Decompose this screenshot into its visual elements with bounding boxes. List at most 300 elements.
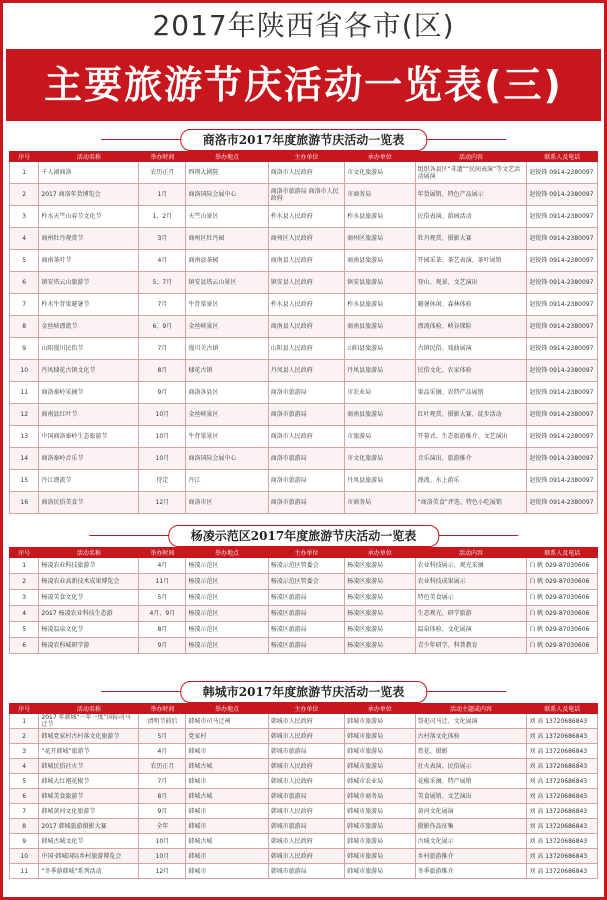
- shangluo-col-header: 主办单位: [268, 152, 344, 162]
- table-row: [10, 206, 598, 228]
- yangling-col-header: 联系人及电话: [527, 548, 598, 558]
- table-cell: 杨凌区旅游局: [345, 622, 416, 638]
- table-row: [10, 294, 598, 316]
- hancheng-col-header: 联系人及电话: [527, 704, 598, 714]
- table-cell: 9月: [139, 382, 186, 404]
- table-cell: 刘 高 13720686843: [527, 849, 598, 864]
- table-cell: 韩城市: [186, 774, 268, 789]
- table-cell: 刘 高 13720686843: [527, 714, 598, 729]
- table-cell: 6: [10, 272, 39, 294]
- table-cell: 1: [10, 714, 39, 729]
- table-cell: 商南县旅游局: [345, 404, 416, 426]
- table-cell: 柞水牛背梁避暑节: [39, 294, 139, 316]
- table-row: [10, 250, 598, 272]
- table-row: [10, 729, 598, 744]
- table-cell: 祭祀司马迁、文化展演: [415, 714, 527, 729]
- shangluo-body: [10, 162, 598, 514]
- table-cell: 刘 高 13720686843: [527, 729, 598, 744]
- table-cell: “冬季游韩城”系列活动: [39, 864, 139, 879]
- table-cell: 韩城美食旅游节: [39, 789, 139, 804]
- table-cell: 刘 高 13720686843: [527, 819, 598, 834]
- table-cell: 商洛市旅游局: [268, 470, 344, 492]
- table-cell: 2017 韩城旅游摄影大赛: [39, 819, 139, 834]
- table-cell: 农历正月: [139, 759, 186, 774]
- table-cell: 商南县人民政府: [268, 316, 344, 338]
- shangluo-col-header: 举办时间: [139, 152, 186, 162]
- hancheng-section: [9, 679, 598, 879]
- table-cell: 柞水县人民政府: [268, 206, 344, 228]
- table-cell: 商南县旅游局: [345, 250, 416, 272]
- table-row: [10, 492, 598, 514]
- table-cell: 山阳县旅游局: [345, 338, 416, 360]
- table-cell: 杨凌示范区: [186, 574, 268, 590]
- table-cell: 11: [10, 864, 39, 879]
- table-row: [10, 316, 598, 338]
- table-cell: 白 帆 029-87030606: [527, 638, 598, 654]
- yangling-col-header: 承办单位: [345, 548, 416, 558]
- table-cell: 党家村: [186, 729, 268, 744]
- table-cell: 天竺山景区: [186, 206, 268, 228]
- table-cell: 镇安县塔云山景区: [186, 272, 268, 294]
- table-cell: 商洛国际会展中心: [186, 448, 268, 470]
- table-cell: 杨凌美食文化节: [39, 590, 139, 606]
- table-cell: 摄影作品征集: [415, 819, 527, 834]
- yangling-body: [10, 558, 598, 654]
- table-cell: 杨凌区旅游局: [268, 638, 344, 654]
- yangling-col-header: 举办时间: [139, 548, 186, 558]
- table-cell: 商州区牡丹园: [186, 228, 268, 250]
- table-cell: 赵锐锋 0914-2380097: [527, 250, 598, 272]
- table-cell: 韩城黄河文化旅游节: [39, 804, 139, 819]
- table-row: [10, 162, 598, 184]
- table-cell: 古城文化展示: [415, 834, 527, 849]
- table-cell: 4: [10, 759, 39, 774]
- table-cell: 4: [10, 228, 39, 250]
- table-cell: 9: [10, 834, 39, 849]
- table-cell: 刘 高 13720686843: [527, 774, 598, 789]
- table-cell: 3: [10, 590, 39, 606]
- table-cell: 赵锐锋 0914-2380097: [527, 272, 598, 294]
- table-cell: 韩城市: [186, 849, 268, 864]
- table-cell: 杨凌温泉文化节: [39, 622, 139, 638]
- table-cell: 韩城市: [186, 864, 268, 879]
- table-cell: 韩城市人民政府: [268, 834, 344, 849]
- table-cell: 赵锐锋 0914-2380097: [527, 382, 598, 404]
- table-cell: 商洛市旅游局: [268, 404, 344, 426]
- table-cell: 韩城党家村古村落文化旅游节: [39, 729, 139, 744]
- table-cell: 刘 高 13720686843: [527, 804, 598, 819]
- table-cell: 15: [10, 470, 39, 492]
- shangluo-header-row: [10, 152, 598, 162]
- table-cell: 赵锐锋 0914-2380097: [527, 228, 598, 250]
- page-subtitle: 2017年陕西省各市(区): [152, 9, 455, 42]
- table-cell: 2: [10, 184, 39, 206]
- table-cell: 牛背梁景区: [186, 294, 268, 316]
- hancheng-col-header: 序号: [10, 704, 39, 714]
- table-cell: 山阳漫川民俗节: [39, 338, 139, 360]
- table-cell: 刘 高 13720686843: [527, 864, 598, 879]
- table-cell: 杨凌示范区: [186, 558, 268, 574]
- yangling-col-header: 举办地点: [186, 548, 268, 558]
- table-cell: 花椒采摘、特产展销: [415, 774, 527, 789]
- table-cell: 韩城市商务局: [345, 789, 416, 804]
- table-cell: 商洛市区: [186, 492, 268, 514]
- table-cell: 柞水天竺山春节文化节: [39, 206, 139, 228]
- table-cell: 韩城市人民政府: [268, 804, 344, 819]
- table-cell: 农业科技展示、观光采摘: [415, 558, 527, 574]
- table-cell: 西荆大剧院: [186, 162, 268, 184]
- table-cell: 8: [10, 819, 39, 834]
- table-row: [10, 404, 598, 426]
- table-cell: 刘 高 13720686843: [527, 834, 598, 849]
- table-cell: 市旅游局: [345, 426, 416, 448]
- table-cell: 商州区人民政府: [268, 228, 344, 250]
- shangluo-col-header: 举办地点: [186, 152, 268, 162]
- table-cell: 1、2月: [139, 206, 186, 228]
- table-cell: 农业科技成果展示: [415, 574, 527, 590]
- table-cell: 刘 高 13720686843: [527, 789, 598, 804]
- table-cell: 11: [10, 382, 39, 404]
- table-cell: 韩城市: [186, 819, 268, 834]
- table-cell: 5月: [139, 590, 186, 606]
- table-cell: 韩城市旅游局: [345, 729, 416, 744]
- table-cell: 3月: [139, 228, 186, 250]
- table-cell: 韩城市旅游局: [345, 864, 416, 879]
- table-cell: 白 帆 029-87030606: [527, 590, 598, 606]
- table-row: [10, 590, 598, 606]
- table-cell: 登山、观景、文艺演出: [415, 272, 527, 294]
- shangluo-col-header: 联系人及电话: [527, 152, 598, 162]
- table-cell: 美食展销、文艺演出: [415, 789, 527, 804]
- hancheng-col-header: 承办单位: [345, 704, 416, 714]
- table-cell: 韩城市人民政府: [268, 729, 344, 744]
- table-cell: 商南县红叶节: [39, 404, 139, 426]
- table-row: [10, 228, 598, 250]
- table-cell: 韩城市人民政府: [268, 714, 344, 729]
- table-cell: 韩城民俗社火节: [39, 759, 139, 774]
- table-cell: 1: [10, 162, 39, 184]
- table-cell: 白 帆 029-87030606: [527, 622, 598, 638]
- table-cell: 韩城古城: [186, 834, 268, 849]
- table-cell: 7月: [139, 774, 186, 789]
- table-cell: 刘 高 13720686843: [527, 744, 598, 759]
- yangling-title: 杨凌示范区2017年度旅游节庆活动一览表: [168, 525, 439, 547]
- table-cell: 12: [10, 404, 39, 426]
- shangluo-col-header: 序号: [10, 152, 39, 162]
- table-cell: 杨凌示范区: [186, 606, 268, 622]
- table-cell: 商洛市人民政府: [268, 426, 344, 448]
- table-cell: 韩城市人民政府: [268, 759, 344, 774]
- shangluo-col-header: 活动名称: [39, 152, 139, 162]
- table-cell: 6: [10, 789, 39, 804]
- table-cell: 镇安县旅游局: [345, 272, 416, 294]
- table-cell: 9: [10, 338, 39, 360]
- table-row: [10, 426, 598, 448]
- table-cell: 赵锐锋 0914-2380097: [527, 162, 598, 184]
- table-cell: 2017 商洛年货博览会: [39, 184, 139, 206]
- table-row: [10, 338, 598, 360]
- hancheng-title: 韩城市2017年度旅游节庆活动一览表: [180, 681, 427, 703]
- table-cell: 商洛各县区: [186, 382, 268, 404]
- table-cell: 乡村旅游推介: [415, 849, 527, 864]
- table-cell: 韩城市: [186, 804, 268, 819]
- table-row: [10, 606, 598, 622]
- table-cell: 杨凌区旅游局: [345, 590, 416, 606]
- table-cell: 10月: [139, 448, 186, 470]
- hancheng-body: [10, 714, 598, 879]
- shangluo-section: [9, 127, 598, 514]
- table-cell: 5: [10, 622, 39, 638]
- table-cell: 11月: [139, 574, 186, 590]
- table-row: [10, 774, 598, 789]
- table-row: [10, 470, 598, 492]
- table-cell: 4月: [139, 250, 186, 272]
- table-cell: 杨凌示范区管委会: [268, 558, 344, 574]
- table-cell: 杨凌农业科技旅游节: [39, 558, 139, 574]
- table-cell: 5: [10, 774, 39, 789]
- table-row: [10, 448, 598, 470]
- table-cell: 韩城市旅游局: [345, 714, 416, 729]
- table-cell: 4月: [139, 558, 186, 574]
- table-cell: 市农业局: [345, 382, 416, 404]
- table-cell: 韩城大红袍花椒节: [39, 774, 139, 789]
- table-cell: 市文化旅游局: [345, 448, 416, 470]
- table-row: [10, 744, 598, 759]
- table-cell: 棣花古镇: [186, 360, 268, 382]
- table-cell: 牛背梁景区: [186, 426, 268, 448]
- table-row: [10, 272, 598, 294]
- table-cell: 7: [10, 294, 39, 316]
- yangling-col-header: 主办单位: [268, 548, 344, 558]
- table-cell: 民俗表演、游园活动: [415, 206, 527, 228]
- yangling-table: [9, 547, 598, 654]
- table-cell: 商洛秦岭采摘节: [39, 382, 139, 404]
- table-cell: 开幕式、生态旅游推介、文艺演出: [415, 426, 527, 448]
- table-cell: 音乐演出、旅游推介: [415, 448, 527, 470]
- table-cell: 韩城市人民政府: [268, 774, 344, 789]
- table-cell: 4月、9月: [139, 606, 186, 622]
- table-cell: 商洛国际会展中心: [186, 184, 268, 206]
- table-cell: 商洛市旅游局: [268, 382, 344, 404]
- table-cell: 赵锐锋 0914-2380097: [527, 448, 598, 470]
- table-cell: 商洛市人民政府: [268, 162, 344, 184]
- table-cell: 16: [10, 492, 39, 514]
- table-cell: 10: [10, 360, 39, 382]
- yangling-header-row: [10, 548, 598, 558]
- shangluo-col-header: 活动内容: [415, 152, 527, 162]
- table-cell: 2: [10, 729, 39, 744]
- table-row: [10, 804, 598, 819]
- shangluo-table: [9, 151, 598, 514]
- table-cell: 3: [10, 744, 39, 759]
- table-cell: 韩城市旅游局: [268, 744, 344, 759]
- table-cell: 4: [10, 606, 39, 622]
- table-cell: 韩城市旅游局: [345, 834, 416, 849]
- table-cell: 赏花、摄影: [415, 744, 527, 759]
- table-cell: 韩城市旅游局: [268, 789, 344, 804]
- table-cell: 金丝峡景区: [186, 404, 268, 426]
- hancheng-col-header: 举办地点: [186, 704, 268, 714]
- table-row: [10, 382, 598, 404]
- table-cell: “花开韩城”旅游节: [39, 744, 139, 759]
- table-row: [10, 789, 598, 804]
- table-row: [10, 360, 598, 382]
- table-cell: 商洛市旅游局: [268, 492, 344, 514]
- table-cell: 赵锐锋 0914-2380097: [527, 492, 598, 514]
- table-cell: 1月: [139, 184, 186, 206]
- table-cell: 白 帆 029-87030606: [527, 606, 598, 622]
- table-cell: 8月: [139, 789, 186, 804]
- table-cell: 杨凌区旅游局: [345, 574, 416, 590]
- table-cell: 韩城市旅游局: [268, 864, 344, 879]
- table-cell: 避暑休闲、森林体验: [415, 294, 527, 316]
- table-cell: 杨凌区旅游局: [345, 558, 416, 574]
- table-cell: 9月: [139, 804, 186, 819]
- table-cell: 商南县旅游局: [345, 316, 416, 338]
- table-cell: 丹江漂流节: [39, 470, 139, 492]
- table-cell: 市商务局: [345, 184, 416, 206]
- table-cell: 柞水县旅游局: [345, 206, 416, 228]
- table-cell: 2017 年韩城“一年一度”国际司马迁节: [39, 714, 139, 729]
- table-cell: 中国商洛秦岭生态旅游节: [39, 426, 139, 448]
- hancheng-table: [9, 703, 598, 879]
- table-cell: 6、9月: [139, 316, 186, 338]
- table-cell: 杨凌农科城研学游: [39, 638, 139, 654]
- table-cell: 韩城市旅游局: [345, 849, 416, 864]
- table-row: [10, 622, 598, 638]
- table-cell: 丹凤县旅游局: [345, 360, 416, 382]
- table-row: [10, 638, 598, 654]
- table-cell: 8: [10, 316, 39, 338]
- table-cell: 白 帆 029-87030606: [527, 558, 598, 574]
- table-cell: 金丝峡景区: [186, 316, 268, 338]
- table-cell: 赵锐锋 0914-2380097: [527, 184, 598, 206]
- hancheng-col-header: 活动名称: [39, 704, 139, 714]
- shangluo-col-header: 承办单位: [345, 152, 416, 162]
- table-cell: 杨凌示范区管委会: [268, 574, 344, 590]
- table-cell: 杨凌示范区: [186, 638, 268, 654]
- table-cell: 3: [10, 206, 39, 228]
- table-cell: 红叶观赏、摄影大赛、徒步活动: [415, 404, 527, 426]
- table-cell: “商洛美食”评选、特色小吃展销: [415, 492, 527, 514]
- table-cell: 丹凤县旅游局: [345, 470, 416, 492]
- table-cell: 韩城市: [186, 744, 268, 759]
- table-cell: 10月: [139, 404, 186, 426]
- table-cell: 1: [10, 558, 39, 574]
- table-cell: 市商务局: [345, 492, 416, 514]
- table-cell: 10月: [139, 834, 186, 849]
- table-row: [10, 558, 598, 574]
- table-cell: 特色美食展示: [415, 590, 527, 606]
- table-cell: 8月: [139, 360, 186, 382]
- table-cell: 开园采茶、茶艺表演、茶叶展销: [415, 250, 527, 272]
- table-cell: 韩城古城: [186, 789, 268, 804]
- table-cell: 杨凌区旅游局: [345, 638, 416, 654]
- table-cell: 商南茶叶节: [39, 250, 139, 272]
- table-cell: 漫川关古镇: [186, 338, 268, 360]
- table-cell: 漂流体验、峡谷探险: [415, 316, 527, 338]
- table-cell: 韩城市旅游局: [268, 819, 344, 834]
- table-cell: 商洛秦岭音乐节: [39, 448, 139, 470]
- table-cell: 年货展销、特色产品展示: [415, 184, 527, 206]
- table-cell: 杨凌区旅游局: [345, 606, 416, 622]
- table-cell: 杨凌区旅游局: [268, 590, 344, 606]
- table-cell: 韩城市旅游局: [345, 759, 416, 774]
- table-cell: 杨凌示范区: [186, 622, 268, 638]
- hancheng-col-header: 活动主题或内容: [415, 704, 527, 714]
- table-cell: 韩城市旅游局: [345, 744, 416, 759]
- table-cell: 赵锐锋 0914-2380097: [527, 426, 598, 448]
- table-cell: 9月: [139, 638, 186, 654]
- table-cell: 5、7月: [139, 272, 186, 294]
- table-cell: 赵锐锋 0914-2380097: [527, 316, 598, 338]
- yangling-col-header: 活动内容: [415, 548, 527, 558]
- table-row: [10, 834, 598, 849]
- table-cell: 丹凤县人民政府: [268, 360, 344, 382]
- table-cell: 商州区旅游局: [345, 228, 416, 250]
- table-cell: 山阳县人民政府: [268, 338, 344, 360]
- table-cell: 社火表演、民俗展示: [415, 759, 527, 774]
- table-cell: 2: [10, 574, 39, 590]
- yangling-col-header: 序号: [10, 548, 39, 558]
- table-cell: 丹凤棣花古镇文化节: [39, 360, 139, 382]
- table-cell: 6: [10, 638, 39, 654]
- table-cell: 柞水县旅游局: [345, 294, 416, 316]
- table-cell: 韩城古城: [186, 759, 268, 774]
- table-row: [10, 714, 598, 729]
- table-cell: 刘 高 13720686843: [527, 759, 598, 774]
- table-cell: 赵锐锋 0914-2380097: [527, 404, 598, 426]
- table-cell: 韩城市旅游局: [345, 804, 416, 819]
- table-cell: 镇安塔云山旅游节: [39, 272, 139, 294]
- table-row: [10, 759, 598, 774]
- table-cell: 韩城市司马迁祠: [186, 714, 268, 729]
- table-cell: 中国·韩城国际乡村旅游博览会: [39, 849, 139, 864]
- table-cell: 赵锐锋 0914-2380097: [527, 470, 598, 492]
- table-cell: 10: [10, 849, 39, 864]
- table-cell: 2017 杨凌农业科技生态游: [39, 606, 139, 622]
- table-cell: 8月: [139, 622, 186, 638]
- table-cell: 商洛市旅游局: [268, 448, 344, 470]
- table-cell: 清明节前后: [139, 714, 186, 729]
- table-cell: 千人闹商洛: [39, 162, 139, 184]
- hancheng-col-header: 主办单位: [268, 704, 344, 714]
- table-cell: 杨凌区旅游局: [268, 622, 344, 638]
- table-cell: 韩城市旅游局: [345, 819, 416, 834]
- table-cell: 古村落文化体验: [415, 729, 527, 744]
- table-cell: 牡丹观赏、摄影大赛: [415, 228, 527, 250]
- table-row: [10, 864, 598, 879]
- table-cell: 赵锐锋 0914-2380097: [527, 360, 598, 382]
- table-cell: 4月: [139, 744, 186, 759]
- table-cell: 韩城市农业局: [345, 774, 416, 789]
- table-cell: 14: [10, 448, 39, 470]
- table-cell: 生态观光、研学旅游: [415, 606, 527, 622]
- table-cell: 杨凌区旅游局: [268, 606, 344, 622]
- table-cell: 丹江: [186, 470, 268, 492]
- table-cell: 商州牡丹观赏节: [39, 228, 139, 250]
- hancheng-header-row: [10, 704, 598, 714]
- hancheng-col-header: 举办时间: [139, 704, 186, 714]
- table-cell: 10月: [139, 426, 186, 448]
- table-cell: 镇安县人民政府: [268, 272, 344, 294]
- table-cell: 白 帆 029-87030606: [527, 574, 598, 590]
- table-cell: 金丝峡漂流节: [39, 316, 139, 338]
- yangling-section: [9, 523, 598, 654]
- table-cell: 杨凌农业高新技术成果博览会: [39, 574, 139, 590]
- table-cell: 商南县人民政府: [268, 250, 344, 272]
- table-cell: 7月: [139, 338, 186, 360]
